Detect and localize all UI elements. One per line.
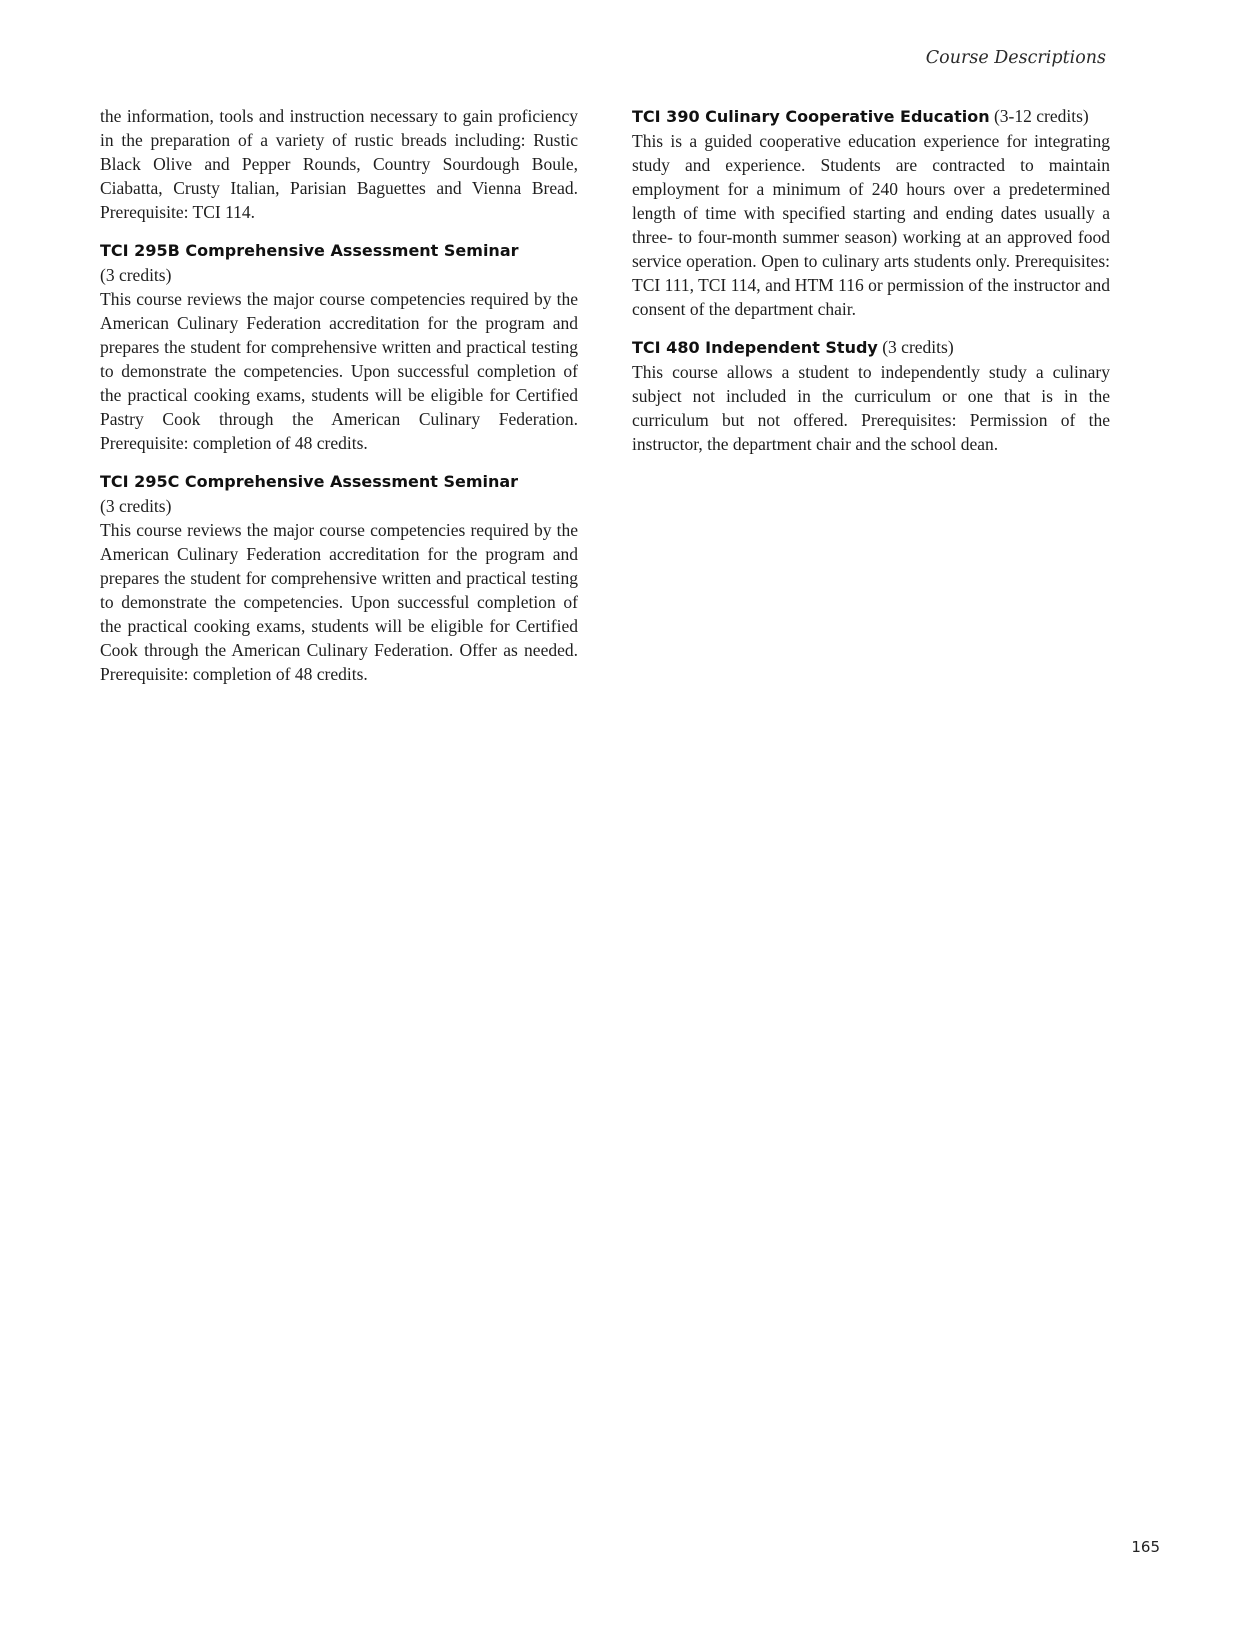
course-description: This course reviews the major course competencies required by the American Culinary Federation accreditation for the program and prepares the student for comprehensive written and practical testing to demonstrate the competencies. Upon successful completion of the practical cooking exams, students will be eligible for Certified Pastry Cook through the American Culinary Federation. Prerequisite: completion of 48 credits. [100,289,578,453]
course-credits: (3 credits) [100,496,172,516]
course-entry-tci-480 [632,335,1110,456]
running-header: Course Descriptions [925,48,1106,68]
course-credits: (3-12 credits) [993,106,1089,126]
page-number: 165 [1131,1538,1160,1556]
course-credits: (3 credits) [100,265,172,285]
course-heading [100,238,578,263]
left-column [100,104,578,700]
course-description: This course allows a student to independently study a culinary subject not included in the curriculum or one that is in the curriculum but not offered. Prerequisites: Permission of the instructor, the department chair and the school dean. [632,362,1110,454]
course-title: TCI 480 Independent Study [632,338,878,357]
course-description: This is a guided cooperative education experience for integrating study and experience. Students are contracted to maintain employment for a minimum of 240 hours over a predetermined length of time with specified starting and ending dates usually a three- to four-month summer season) working at an approved food service operation. Open to culinary arts students only. Prerequisites: TCI 111, TCI 114, and HTM 116 or permission of the instructor and consent of the department chair. [632,131,1110,319]
course-heading [632,104,1110,129]
course-entry-tci-295b [100,238,578,455]
course-title: TCI 295B Comprehensive Assessment Seminar [100,241,519,260]
course-title: TCI 295C Comprehensive Assessment Seminar [100,472,519,491]
continued-paragraph: the information, tools and instruction necessary to gain proficiency in the preparation of a variety of rustic breads including: Rustic Black Olive and Pepper Rounds, Country Sourdough Boule, Ciabatta, Crusty Italian, Parisian Baguettes and Vienna Bread. Prerequisite: TCI 114. [100,106,578,222]
course-heading [100,469,578,494]
course-entry-tci-295c [100,469,578,686]
right-column [632,104,1110,470]
course-title: TCI 390 Culinary Cooperative Education [632,107,990,126]
course-description: This course reviews the major course competencies required by the American Culinary Federation accreditation for the program and prepares the student for comprehensive written and practical testing to demonstrate the competencies. Upon successful completion of the practical cooking exams, students will be eligible for Certified Cook through the American Culinary Federation. Offer as needed. Prerequisite: completion of 48 credits. [100,520,578,684]
course-credits: (3 credits) [882,337,954,357]
course-heading [632,335,1110,360]
course-entry-tci-390 [632,104,1110,321]
